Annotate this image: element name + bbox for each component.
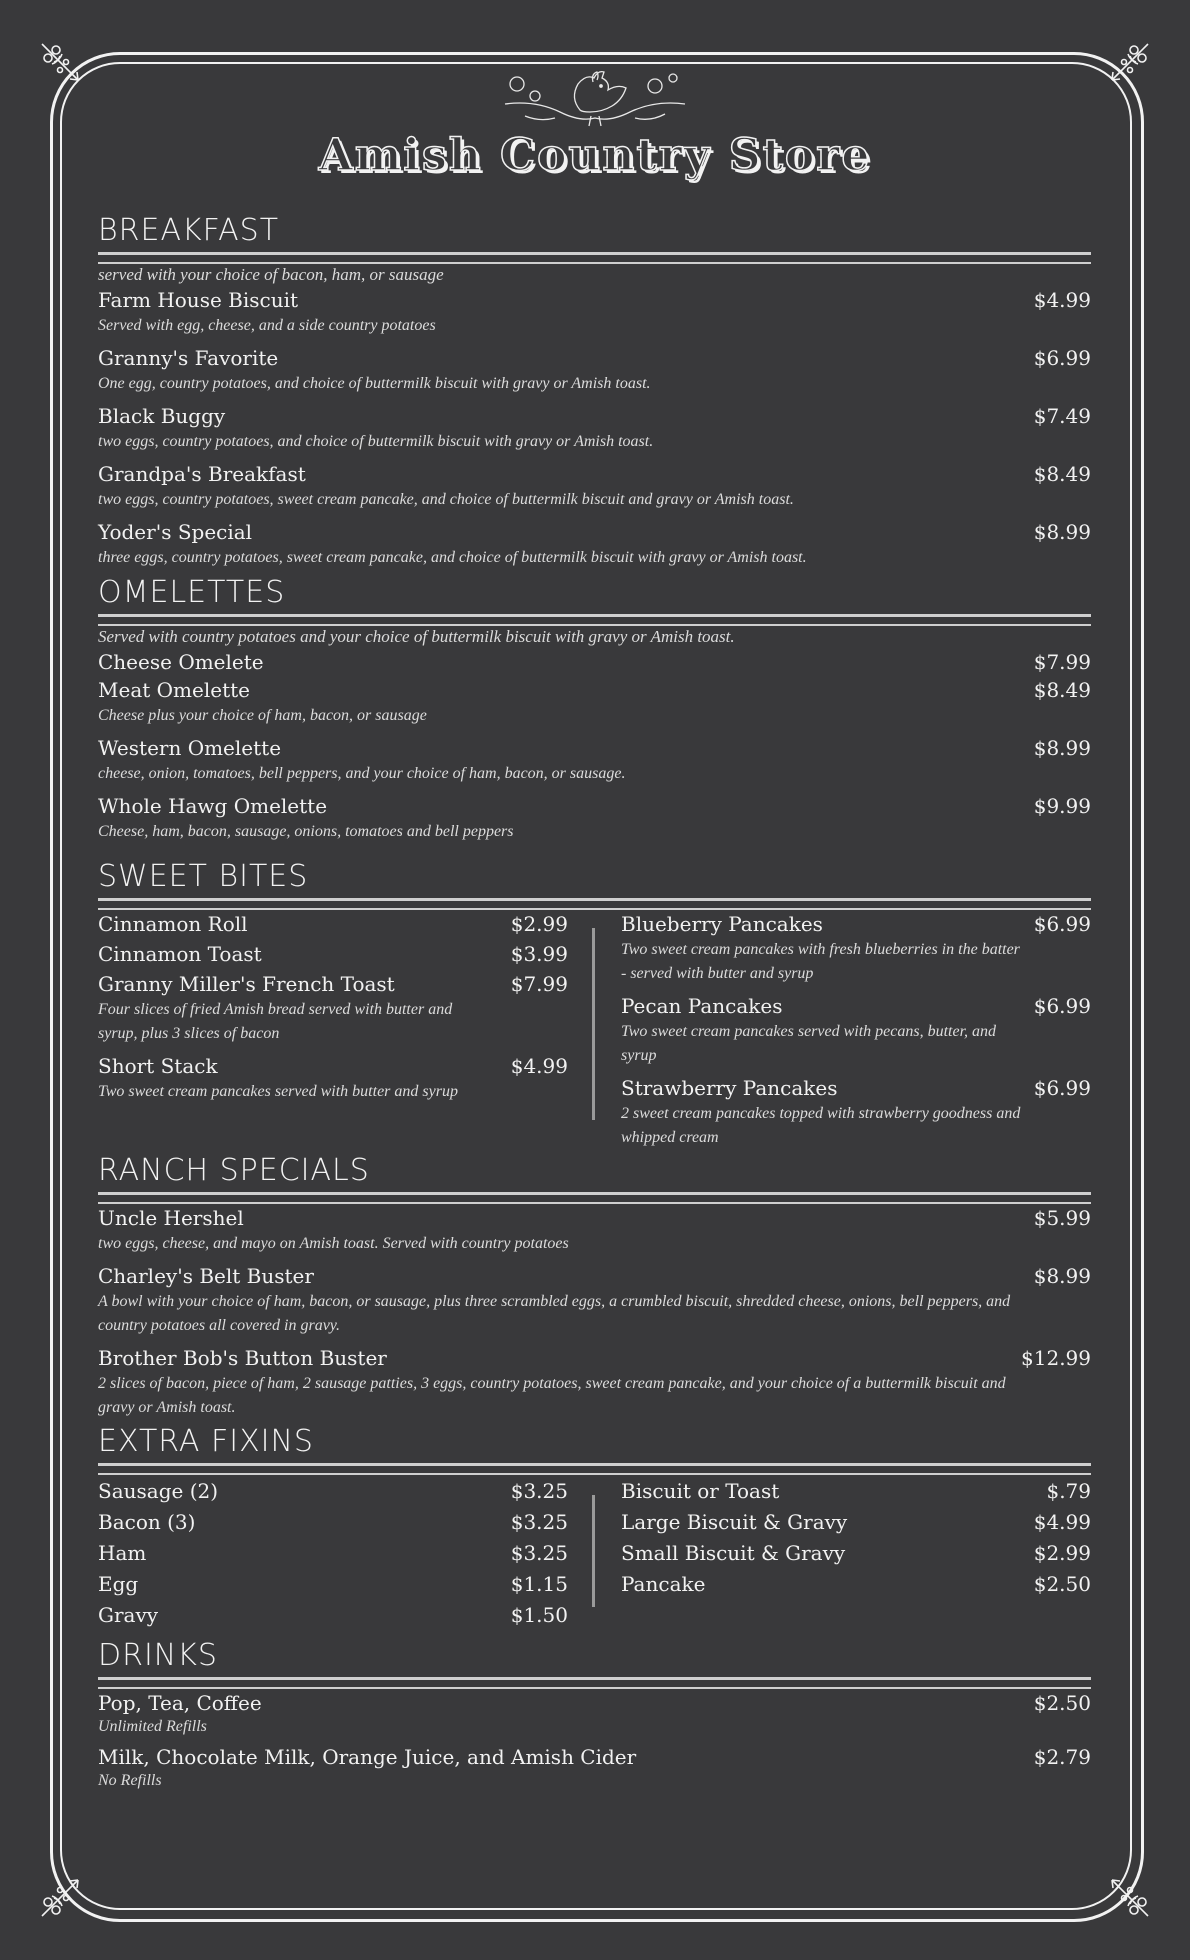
menu-item bbox=[98, 1262, 1091, 1338]
item-description: two eggs, country potatoes, sweet cream pancake, and choice of buttermilk biscuit and gravy or Amish toast. bbox=[98, 491, 794, 508]
item-price: $2.99 bbox=[510, 912, 568, 936]
item-price: $4.99 bbox=[1033, 288, 1091, 312]
item-price: $1.50 bbox=[510, 1603, 568, 1627]
item-price: $7.99 bbox=[510, 972, 568, 996]
item-name: Pancake bbox=[621, 1572, 706, 1596]
item-price: $7.99 bbox=[1033, 650, 1091, 674]
sweet-left-column bbox=[98, 910, 568, 1156]
item-name: Meat Omelette bbox=[98, 678, 250, 702]
item-description: Cheese plus your choice of ham, bacon, or sausage bbox=[98, 707, 427, 724]
item-price: $3.25 bbox=[510, 1510, 568, 1534]
floral-corner-icon bbox=[1106, 40, 1152, 86]
item-name: Biscuit or Toast bbox=[621, 1479, 780, 1503]
extras-left-column bbox=[98, 1477, 568, 1629]
item-description: One egg, country potatoes, and choice of buttermilk biscuit with gravy or Amish toast. bbox=[98, 375, 651, 392]
item-price: $2.99 bbox=[1033, 1541, 1091, 1565]
item-description: two eggs, cheese, and mayo on Amish toast. Served with country potatoes bbox=[98, 1235, 569, 1252]
item-description: three eggs, country potatoes, sweet cream pancake, and choice of buttermilk biscuit with gravy or Amish toast. bbox=[98, 549, 807, 566]
item-price: $3.25 bbox=[510, 1541, 568, 1565]
section-rule bbox=[98, 1463, 1091, 1475]
floral-corner-icon bbox=[38, 40, 84, 86]
item-name: Western Omelette bbox=[98, 736, 282, 760]
ranch-specials-section bbox=[98, 1152, 1091, 1426]
menu-item bbox=[98, 1204, 1091, 1256]
section-note: served with your choice of bacon, ham, or sausage bbox=[98, 265, 444, 284]
item-name: Large Biscuit & Gravy bbox=[621, 1510, 848, 1534]
rooster-icon bbox=[495, 64, 695, 130]
item-name: Brother Bob's Button Buster bbox=[98, 1346, 387, 1370]
menu-item bbox=[98, 344, 1091, 396]
section-rule bbox=[98, 252, 1091, 264]
item-description: A bowl with your choice of ham, bacon, or sausage, plus three scrambled eggs, a crumbled biscuit, shredded cheese, onions, bell peppers, and country potatoes all covered in gravy. bbox=[98, 1293, 1011, 1334]
item-price: $8.49 bbox=[1033, 678, 1091, 702]
item-price: $6.99 bbox=[1033, 912, 1091, 936]
item-description: Four slices of fried Amish bread served with butter and syrup, plus 3 slices of bacon bbox=[98, 1001, 453, 1042]
item-price: $3.25 bbox=[510, 1479, 568, 1503]
item-name: Egg bbox=[98, 1572, 139, 1596]
drinks-section bbox=[98, 1637, 1091, 1797]
item-price: $6.99 bbox=[1033, 1076, 1091, 1100]
item-name: Gravy bbox=[98, 1603, 159, 1627]
section-rule bbox=[98, 1192, 1091, 1204]
menu-item bbox=[98, 676, 1091, 728]
page-title: Amish Country Store bbox=[318, 130, 872, 181]
section-rule bbox=[98, 1677, 1091, 1689]
item-price: $.79 bbox=[1046, 1479, 1091, 1503]
item-name: Yoder's Special bbox=[98, 520, 253, 544]
menu-item bbox=[98, 1743, 1091, 1791]
item-name: Whole Hawg Omelette bbox=[98, 794, 328, 818]
section-rule bbox=[98, 614, 1091, 626]
item-description: Two sweet cream pancakes served with pecans, butter, and syrup bbox=[621, 1023, 997, 1064]
menu-item bbox=[98, 1689, 1091, 1737]
item-description: Two sweet cream pancakes with fresh blueberries in the batter - served with butter and syrup bbox=[621, 941, 1020, 982]
menu-item bbox=[98, 286, 1091, 338]
item-price: $12.99 bbox=[1021, 1346, 1091, 1370]
item-name: Strawberry Pancakes bbox=[621, 1076, 838, 1100]
item-name: Milk, Chocolate Milk, Orange Juice, and Amish Cider bbox=[98, 1745, 637, 1769]
section-heading: BREAKFAST bbox=[98, 213, 280, 248]
section-rule bbox=[98, 898, 1091, 910]
floral-corner-icon bbox=[38, 1874, 84, 1920]
item-price: $8.99 bbox=[1033, 736, 1091, 760]
menu-item bbox=[98, 734, 1091, 786]
section-heading: EXTRA FIXINS bbox=[98, 1424, 314, 1459]
extras-right-column bbox=[621, 1477, 1091, 1629]
item-name: Farm House Biscuit bbox=[98, 288, 299, 312]
item-description: Served with egg, cheese, and a side country potatoes bbox=[98, 317, 436, 334]
floral-corner-icon bbox=[1106, 1874, 1152, 1920]
column-divider bbox=[592, 1495, 595, 1607]
menu-item bbox=[98, 402, 1091, 454]
breakfast-section bbox=[98, 212, 1091, 576]
item-name: Small Biscuit & Gravy bbox=[621, 1541, 846, 1565]
item-price: $2.79 bbox=[1033, 1745, 1091, 1769]
item-description: two eggs, country potatoes, and choice of buttermilk biscuit with gravy or Amish toast. bbox=[98, 433, 654, 450]
omelettes-section bbox=[98, 574, 1091, 850]
item-name: Cinnamon Toast bbox=[98, 942, 262, 966]
item-price: $6.99 bbox=[1033, 346, 1091, 370]
item-price: $1.15 bbox=[510, 1572, 568, 1596]
item-description: Two sweet cream pancakes served with butter and syrup bbox=[98, 1083, 458, 1100]
item-price: $5.99 bbox=[1033, 1206, 1091, 1230]
item-price: $4.99 bbox=[510, 1054, 568, 1078]
item-price: $7.49 bbox=[1033, 404, 1091, 428]
item-description: No Refills bbox=[98, 1772, 162, 1789]
section-note: Served with country potatoes and your choice of buttermilk biscuit with gravy or Amish toast. bbox=[98, 627, 735, 646]
column-divider bbox=[592, 928, 595, 1120]
item-name: Short Stack bbox=[98, 1054, 218, 1078]
item-price: $4.99 bbox=[1033, 1510, 1091, 1534]
extra-fixins-section bbox=[98, 1423, 1091, 1629]
item-name: Blueberry Pancakes bbox=[621, 912, 823, 936]
menu-item bbox=[98, 518, 1091, 570]
item-description: 2 slices of bacon, piece of ham, 2 sausage patties, 3 eggs, country potatoes, sweet cream pancake, and your choice of a buttermilk biscuit and gravy or Amish toast. bbox=[98, 1375, 1006, 1416]
section-heading: DRINKS bbox=[98, 1638, 218, 1673]
item-price: $3.99 bbox=[510, 942, 568, 966]
item-name: Charley's Belt Buster bbox=[98, 1264, 314, 1288]
item-price: $8.99 bbox=[1033, 520, 1091, 544]
item-description: cheese, onion, tomatoes, bell peppers, and your choice of ham, bacon, or sausage. bbox=[98, 765, 626, 782]
item-price: $2.50 bbox=[1033, 1572, 1091, 1596]
item-name: Granny's Favorite bbox=[98, 346, 279, 370]
item-price: $6.99 bbox=[1033, 994, 1091, 1018]
menu-item bbox=[98, 792, 1091, 844]
item-name: Granny Miller's French Toast bbox=[98, 972, 395, 996]
item-name: Pop, Tea, Coffee bbox=[98, 1691, 262, 1715]
item-name: Sausage (2) bbox=[98, 1479, 219, 1503]
item-description: Cheese, ham, bacon, sausage, onions, tomatoes and bell peppers bbox=[98, 823, 514, 840]
item-name: Bacon (3) bbox=[98, 1510, 196, 1534]
item-price: $8.49 bbox=[1033, 462, 1091, 486]
item-name: Grandpa's Breakfast bbox=[98, 462, 306, 486]
item-price: $8.99 bbox=[1033, 1264, 1091, 1288]
item-name: Uncle Hershel bbox=[98, 1206, 244, 1230]
item-name: Black Buggy bbox=[98, 404, 226, 428]
item-name: Ham bbox=[98, 1541, 147, 1565]
item-name: Cheese Omelete bbox=[98, 650, 264, 674]
sweet-bites-section bbox=[98, 858, 1091, 1156]
sweet-right-column bbox=[621, 910, 1091, 1156]
menu-item bbox=[98, 1344, 1091, 1420]
item-name: Pecan Pancakes bbox=[621, 994, 783, 1018]
item-price: $2.50 bbox=[1033, 1691, 1091, 1715]
menu-item bbox=[98, 648, 1091, 676]
menu-item bbox=[98, 460, 1091, 512]
item-name: Cinnamon Roll bbox=[98, 912, 248, 936]
item-description: 2 sweet cream pancakes topped with strawberry goodness and whipped cream bbox=[621, 1105, 1021, 1146]
section-heading: RANCH SPECIALS bbox=[98, 1153, 370, 1188]
section-heading: SWEET BITES bbox=[98, 859, 309, 894]
item-price: $9.99 bbox=[1033, 794, 1091, 818]
item-description: Unlimited Refills bbox=[98, 1718, 207, 1735]
section-heading: OMELETTES bbox=[98, 575, 286, 610]
